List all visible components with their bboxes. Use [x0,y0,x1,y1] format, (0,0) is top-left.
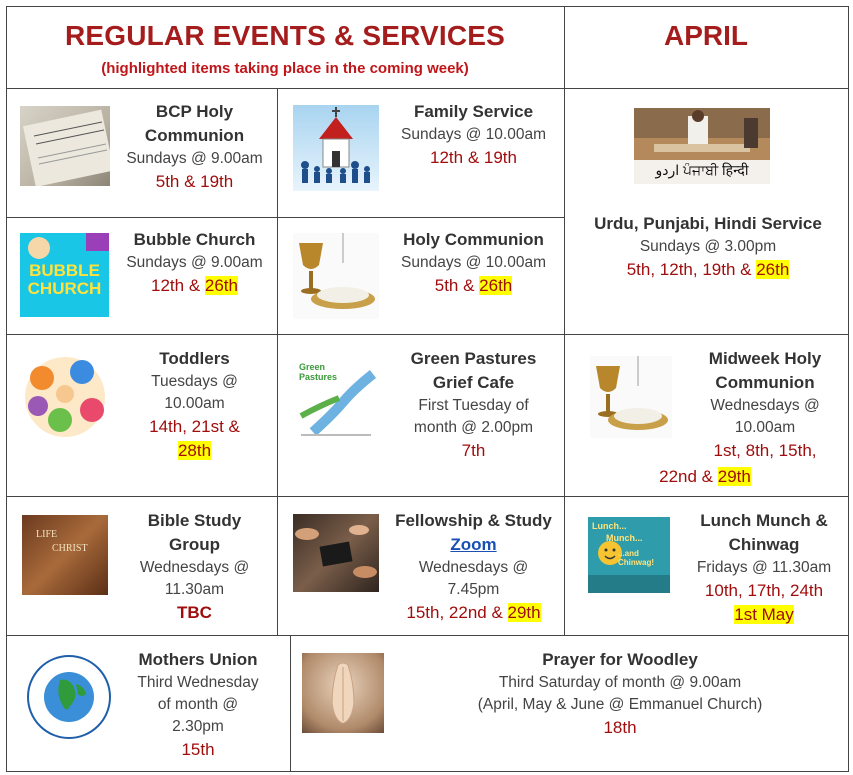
highlighted-date: 29th [507,603,541,622]
event-dates: 7th [461,441,486,460]
divider [6,334,849,335]
event-time: of month @ [157,696,239,713]
church-icon [293,105,379,191]
event-title: Communion [715,373,815,392]
event-midweek-communion [680,347,850,463]
language-caption: اردو ਪੰਜਾਬੀ हिन्दी [655,162,749,178]
event-dates: 10th, 17th, 24th [704,581,824,600]
page-title: REGULAR EVENTS & SERVICES [64,20,506,51]
zoom-link[interactable]: Zoom [450,535,497,554]
event-time: Wednesdays @ [418,559,529,576]
event-time: 7.45pm [447,581,500,598]
event-fellowship [382,509,565,625]
event-lunch-munch [678,509,850,627]
event-title: Prayer for Woodley [542,650,698,669]
event-dates-text: 12th & [151,276,205,295]
child-face-icon [28,237,50,259]
event-dates [568,258,848,282]
highlighted-date: 26th [479,276,513,295]
event-dates: 5th & 19th [155,172,234,191]
event-title: Midweek Holy [708,349,822,368]
event-time: Tuesdays @ [151,373,238,390]
event-time: 10.00am [164,395,225,412]
bubble-logo-line1: BUBBLE [29,261,100,280]
toddlers-image [22,354,108,440]
event-dates: 18th [603,718,637,737]
chalice-image [293,233,379,319]
event-time: 11.30am [164,581,225,598]
event-time: Wednesdays @ [710,397,820,414]
highlighted-date: 1st May [734,605,794,624]
event-dates: 14th, 21st & [149,417,240,436]
book-cover-line2: CHRIST [52,543,88,554]
event-title: Lunch Munch & [700,511,828,530]
event-dates-text: 5th, 12th, 19th & [626,260,757,279]
children-circle-icon [22,354,108,440]
event-dates [382,601,565,625]
event-time: 10.00am [734,419,796,436]
chalice-image [590,356,672,438]
book-icon [20,106,110,186]
event-title: Bubble Church [133,230,256,249]
event-time: Sundays @ 9.00am [126,150,263,167]
event-title: Bible Study [147,511,242,530]
book-cover-line1: LIFE [36,529,58,540]
fellowship-image [293,514,379,592]
lunch-logo-line1: Lunch... [592,521,627,531]
event-dates [112,274,277,298]
event-urdu-service [568,212,848,282]
event-prayer-woodley [400,648,840,740]
chalice-icon [590,356,672,438]
event-title: Chinwag [728,535,800,554]
event-dates: 12th & 19th [430,148,517,167]
green-pastures-logo-line1: Green [299,362,326,372]
prayer-book-image [20,106,110,186]
divider [6,496,849,497]
divider [290,635,291,772]
event-title: Group [169,535,220,554]
mothers-union-logo [26,654,112,740]
globe-icon [26,654,112,740]
divider [6,88,849,89]
event-title: BCP Holy [155,102,234,121]
month-heading: APRIL [664,20,748,51]
family-church-image [293,105,379,191]
event-time: Third Saturday of month @ 9.00am [498,674,742,691]
event-toddlers [112,347,277,463]
page-subtitle: (highlighted items taking place in the coming week) [101,60,469,77]
event-green-pastures [382,347,565,463]
event-dates: 15th [181,740,215,759]
green-pastures-logo-line2: Pastures [299,372,338,382]
event-title: Fellowship & Study [395,511,552,530]
event-time: Sundays @ 3.00pm [639,238,777,255]
lunch-logo-line2: Munch... [606,533,643,543]
event-mothers-union [112,648,284,762]
highlighted-date: 26th [756,260,790,279]
event-time: month @ 2.00pm [413,419,534,436]
event-dates-text: 22nd & [659,467,718,486]
urdu-service-image [634,108,770,184]
event-title: Mothers Union [138,650,258,669]
bubble-church-image [20,233,109,317]
service-photo-icon [634,108,770,160]
event-midweek-dates-line2 [600,465,810,489]
event-time: First Tuesday of [418,397,529,414]
event-time: Fridays @ 11.30am [696,559,832,576]
event-holy-communion [382,228,565,298]
event-note: (April, May & June @ Emmanuel Church) [477,696,763,713]
event-title: Toddlers [159,349,230,368]
event-bible-study [112,509,277,624]
praying-hands-image [302,653,384,733]
divider [6,635,849,636]
event-dates-text: 15th, 22nd & [406,603,508,622]
hands-bible-icon [293,514,379,592]
highlighted-date: 28th [177,441,212,460]
divider [6,217,565,218]
event-dates: 1st, 8th, 15th, [713,441,817,460]
event-time: 2.30pm [172,718,224,735]
event-time: Sundays @ 10.00am [401,254,546,271]
lunch-munch-image [588,517,670,593]
praying-hands-icon [302,653,384,733]
bubble-logo-line2: CHURCH [27,279,102,298]
event-dates-text: 5th & [434,276,480,295]
event-time: Sundays @ 10.00am [401,126,546,143]
event-dates: TBC [177,603,212,622]
bible-study-image [22,515,108,595]
event-title: Communion [144,126,245,145]
event-title: Urdu, Punjabi, Hindi Service [594,214,822,233]
lunch-logo-line3: ...and Chinwag! [618,549,654,567]
event-title: Family Service [413,102,534,121]
event-family-service [382,100,565,170]
event-time: Third Wednesday [137,674,259,691]
event-time: Wednesdays @ [139,559,250,576]
highlighted-date: 26th [204,276,238,295]
event-bcp [112,100,277,194]
event-dates [382,274,565,298]
corner-shape [86,233,109,251]
event-bubble-church [112,228,277,298]
event-title: Green Pastures [410,349,537,368]
chalice-icon [293,233,379,319]
event-time: Sundays @ 9.00am [126,254,263,271]
green-pastures-image [293,354,379,440]
divider [277,88,278,635]
highlighted-date: 29th [717,467,751,486]
event-title: Grief Cafe [432,373,515,392]
event-title: Holy Communion [403,230,544,249]
